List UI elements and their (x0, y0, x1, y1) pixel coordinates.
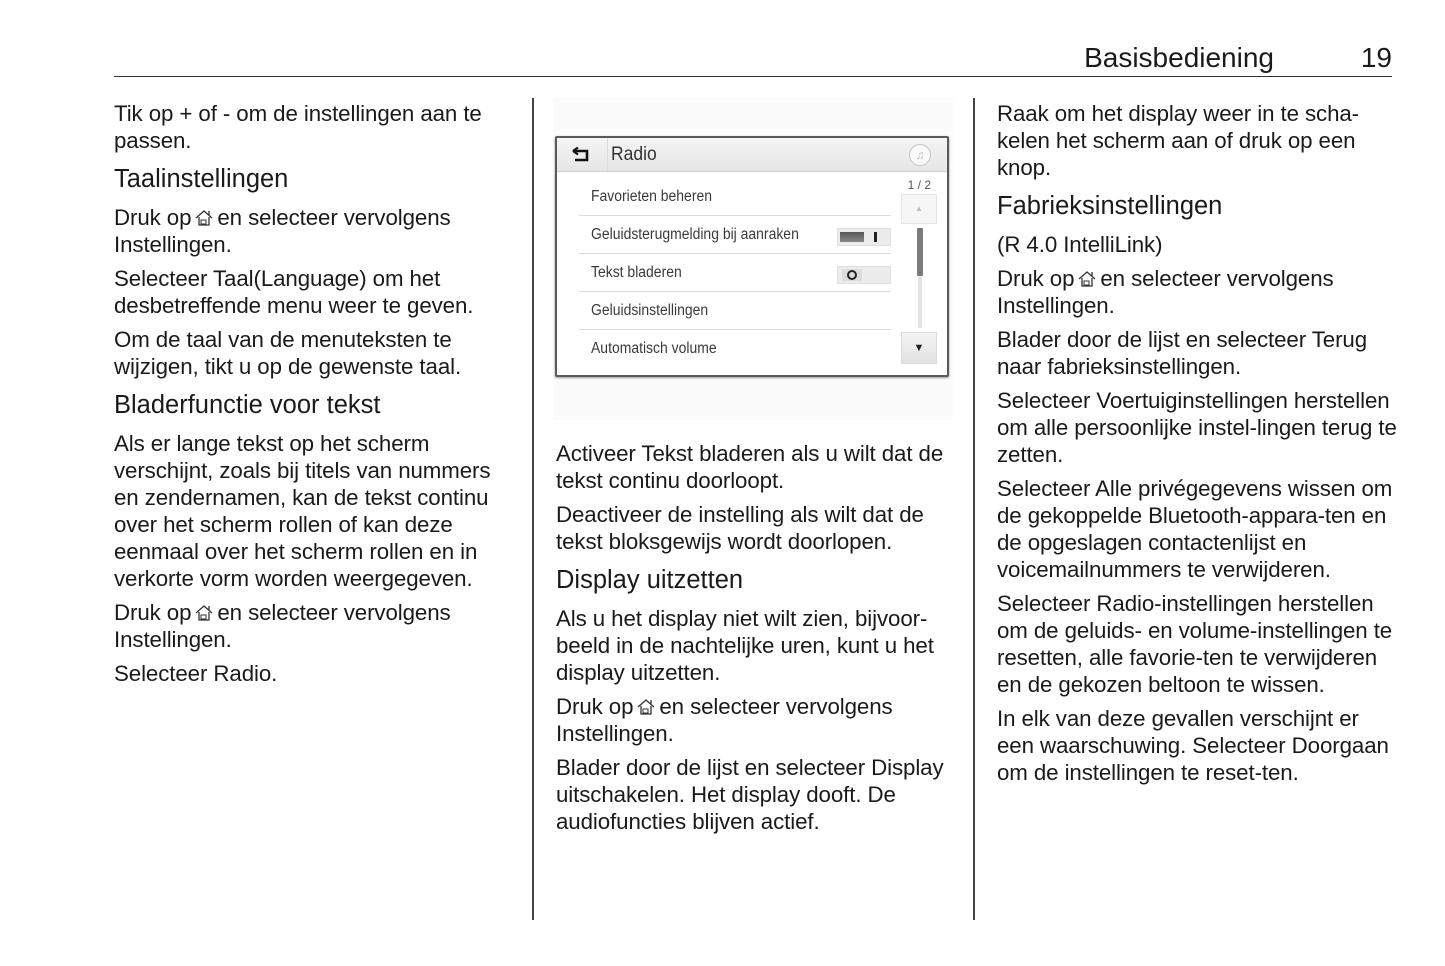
paragraph: Tik op + of - om de instellingen aan te passen. (114, 101, 482, 153)
paragraph: Selecteer Taal(Language) om het desbetreffende menu weer te geven. (114, 266, 474, 318)
paragraph: (R 4.0 IntelliLink) (997, 232, 1163, 257)
paragraph: In elk van deze gevallen verschijnt er een waarschuwing. Selecteer Doorgaan om de instellingen te reset-ten. (997, 706, 1389, 785)
section-title: Basisbediening (1084, 42, 1274, 73)
paragraph: Raak om het display weer in te scha-kelen het scherm aan of druk op een knop. (997, 101, 1359, 180)
settings-list (579, 178, 891, 367)
paragraph: Als er lange tekst op het scherm verschijnt, zoals bij titels van nummers en zendernamen, kan de tekst continu over het scherm rollen of kan deze eenmaal over het scherm rollen en in verkorte vorm worden weergegeven. (114, 431, 491, 591)
infotainment-screen (555, 136, 949, 377)
list-item-automatisch-volume[interactable] (579, 330, 891, 367)
list-item-label: Geluidsinstellingen (591, 302, 709, 319)
back-button[interactable] (557, 138, 608, 171)
text: Druk op (114, 600, 192, 625)
paragraph (114, 599, 514, 653)
paragraph: Activeer Tekst bladeren als u wilt dat de tekst continu doorloopt. (556, 441, 944, 493)
text: Druk op (997, 266, 1075, 291)
page-header (114, 38, 1392, 77)
text: en selecteer vervolgens Instellingen. (114, 600, 451, 652)
text: en selecteer vervolgens Instellingen. (997, 266, 1334, 318)
text: en selecteer vervolgens Instellingen. (114, 205, 451, 257)
paragraph: Om de taal van de menuteksten te wijzigen, tikt u op de gewenste taal. (114, 327, 462, 379)
paragraph: Blader door de lijst en selecteer Display uitschakelen. Het display dooft. De audiofuncties blijven actief. (556, 755, 944, 834)
paragraph: Selecteer Radio. (114, 661, 278, 686)
text: Druk op (556, 694, 634, 719)
list-item-geluidsinstellingen[interactable] (579, 292, 891, 330)
heading-display-uitzetten: Display uitzetten (556, 566, 744, 594)
column-3 (997, 100, 1397, 793)
list-item-geluidsterugmelding[interactable] (579, 216, 891, 254)
paragraph: Selecteer Voertuiginstellingen herstellen om alle persoonlijke instel-lingen terug te zetten. (997, 388, 1397, 467)
list-item-label: Tekst bladeren (591, 264, 682, 281)
back-arrow-icon (571, 147, 593, 163)
radio-settings-screenshot (553, 98, 953, 420)
paragraph: Selecteer Radio-instellingen herstellen om de geluids- en volume-instellingen te resetten, alle favorie-ten te verwijderen en de gekozen beltoon te wissen. (997, 591, 1393, 697)
list-item-label: Automatisch volume (591, 340, 717, 357)
toggle-switch-off[interactable] (837, 266, 891, 284)
music-note-icon[interactable]: ♫ (909, 144, 931, 166)
paragraph: Selecteer Alle privégegevens wissen om de gekoppelde Bluetooth-appara-ten en de opgeslagen contactenlijst en voicemailnummers te verwijderen. (997, 476, 1393, 582)
paragraph (556, 693, 956, 747)
paragraph (114, 204, 514, 258)
list-item-favorieten-beheren[interactable] (579, 178, 891, 216)
scroll-up-button[interactable]: ▲ (901, 194, 937, 224)
column-1 (114, 100, 514, 694)
page-number: 19 (1360, 42, 1392, 73)
paragraph: Deactiveer de instelling als wilt dat de tekst bloksgewijs wordt doorlopen. (556, 502, 924, 554)
scrollbar[interactable] (918, 228, 922, 328)
text: Druk op (114, 205, 192, 230)
scrollbar-thumb[interactable] (917, 228, 923, 276)
home-icon (1077, 270, 1097, 288)
heading-bladerfunctie: Bladerfunctie voor tekst (114, 391, 381, 419)
paragraph (997, 265, 1397, 319)
paragraph: Blader door de lijst en selecteer Terug naar fabrieksinstellingen. (997, 327, 1367, 379)
list-item-tekst-bladeren[interactable] (579, 254, 891, 292)
screen-title: Radio (611, 144, 657, 165)
toggle-switch-on[interactable] (837, 228, 891, 246)
list-item-label: Geluidsterugmelding bij aanraken (591, 226, 799, 243)
home-icon (194, 209, 214, 227)
home-icon (636, 698, 656, 716)
column-divider (973, 98, 975, 920)
screen-header (557, 138, 947, 172)
list-item-label: Favorieten beheren (591, 188, 712, 205)
column-divider (532, 98, 534, 920)
page-indicator: 1 / 2 (907, 178, 931, 192)
paragraph: Als u het display niet wilt zien, bijvoor-beeld in de nachtelijke uren, kunt u het display uitzetten. (556, 606, 934, 685)
heading-fabrieksinstellingen: Fabrieksinstellingen (997, 192, 1223, 220)
heading-taalinstellingen: Taalinstellingen (114, 165, 289, 193)
text: en selecteer vervolgens Instellingen. (556, 694, 893, 746)
column-2 (556, 440, 956, 842)
home-icon (194, 604, 214, 622)
scroll-down-button[interactable]: ▼ (901, 332, 937, 364)
